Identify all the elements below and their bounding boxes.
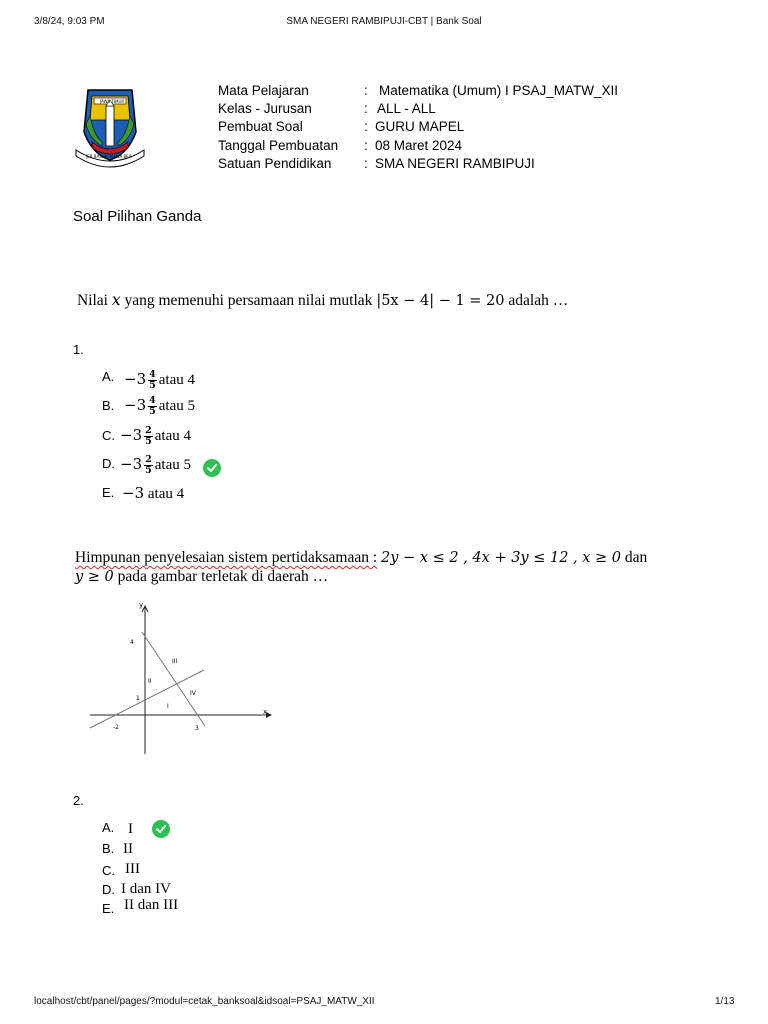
option-text[interactable]: −3 $\frac{4}{5}$ atau 4 — [124, 369, 195, 392]
inequality-region-graph — [86, 596, 276, 758]
region-label-I: I — [167, 703, 169, 710]
option-fraction: $\frac{2}{5}$ — [145, 425, 152, 448]
region-label-II: II — [148, 678, 152, 685]
logo-banner-text: JAWA TIMUR — [100, 99, 125, 104]
meta-colon: : — [364, 101, 368, 116]
meta-value-subject: Matematika (Umum) I PSAJ_MATW_XII — [379, 83, 619, 98]
option-letter[interactable]: D. — [102, 456, 115, 471]
option-text[interactable]: III — [125, 861, 140, 877]
region-label-IV: IV — [190, 690, 196, 697]
tick-label-x-neg2: -2 — [113, 724, 119, 731]
option-text[interactable]: I dan IV — [121, 881, 171, 897]
meta-label-school: Satuan Pendidikan — [218, 156, 332, 171]
print-title: SMA NEGERI RAMBIPUJI-CBT | Bank Soal — [286, 16, 482, 27]
option-letter[interactable]: A. — [102, 820, 115, 835]
meta-colon: : — [364, 138, 368, 153]
q1-stem-mid: yang memenuhi persamaan nilai mutlak — [124, 292, 373, 309]
meta-colon: : — [364, 119, 368, 134]
option-letter[interactable]: B. — [102, 398, 115, 413]
meta-value-class: ALL - ALL — [377, 101, 436, 116]
option-letter[interactable]: E. — [102, 485, 115, 500]
meta-label-date: Tanggal Pembuatan — [218, 138, 339, 153]
question-2-stem-line-1: Himpunan penyelesaian sistem pertidaksamaan : 2y − x ≤ 2 , 4x + 3y ≤ 12 , x ≥ 0 dan — [75, 549, 648, 566]
meta-colon: : — [364, 156, 368, 171]
coat-of-arms-logo — [72, 86, 148, 168]
section-title: Soal Pilihan Ganda — [73, 208, 202, 225]
q1-stem-var: x — [111, 291, 121, 309]
tick-label-x-3: 3 — [195, 725, 199, 732]
print-footer-url: localhost/cbt/panel/pages/?modul=cetak_banksoal&idsoal=PSAJ_MATW_XII — [34, 996, 375, 1007]
option-text[interactable]: II — [123, 841, 133, 857]
question-1-stem — [77, 291, 568, 310]
option-text[interactable]: −3 $\frac{2}{5}$ atau 5 — [120, 454, 191, 477]
question-1-number: 1. — [73, 342, 84, 357]
x-axis-label: x — [263, 708, 268, 716]
option-text[interactable]: −3 $\frac{2}{5}$ atau 4 — [120, 425, 191, 448]
meta-colon: : — [364, 83, 368, 98]
option-letter[interactable]: C. — [102, 428, 115, 443]
logo-motto-text: JER BASUKI MAWA BEA — [86, 154, 132, 159]
option-letter[interactable]: A. — [102, 369, 115, 384]
correct-check-icon — [152, 820, 170, 838]
meta-value-date: 08 Maret 2024 — [375, 138, 463, 153]
tick-label-y-4: 4 — [130, 639, 134, 646]
option-fraction: $\frac{4}{5}$ — [149, 395, 156, 418]
print-datetime: 3/8/24, 9:03 PM — [34, 16, 105, 27]
option-text[interactable]: −3 $\frac{4}{5}$ atau 5 — [124, 395, 195, 418]
option-letter[interactable]: D. — [102, 882, 115, 897]
option-text[interactable]: −3 atau 4 — [122, 484, 185, 502]
option-text[interactable]: I — [128, 821, 133, 837]
q1-stem-equation: |5x − 4| − 1 = 20 — [376, 293, 505, 309]
meta-label-class: Kelas - Jurusan — [218, 101, 312, 116]
question-2-stem-line-2: y ≥ 0 pada gambar terletak di daerah … — [75, 568, 329, 585]
meta-label-author: Pembuat Soal — [218, 119, 303, 134]
option-fraction: $\frac{2}{5}$ — [145, 454, 152, 477]
option-text[interactable]: II dan III — [124, 897, 179, 913]
question-2-number: 2. — [73, 793, 84, 808]
option-letter[interactable]: B. — [102, 841, 115, 856]
y-axis-label: y — [139, 601, 144, 609]
meta-value-school: SMA NEGERI RAMBIPUJI — [375, 156, 535, 171]
q1-stem-pre: Nilai — [77, 292, 108, 309]
option-letter[interactable]: C. — [102, 863, 115, 878]
tick-label-y-1: 1 — [136, 695, 140, 702]
option-letter[interactable]: E. — [102, 901, 115, 916]
correct-check-icon — [203, 459, 221, 477]
meta-label-subject: Mata Pelajaran — [218, 83, 309, 98]
meta-value-author: GURU MAPEL — [375, 119, 465, 134]
print-page-number: 1/13 — [715, 996, 735, 1007]
option-fraction: $\frac{4}{5}$ — [149, 369, 156, 392]
q1-stem-post: adalah … — [508, 292, 569, 309]
region-label-III: III — [172, 658, 178, 665]
